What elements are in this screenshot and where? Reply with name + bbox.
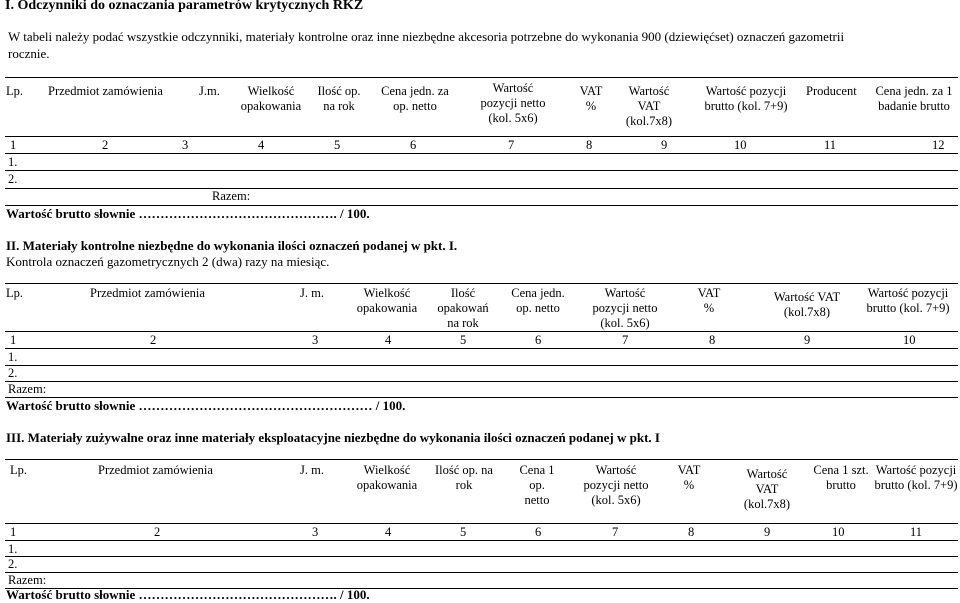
s1-col-number: 4	[258, 138, 265, 152]
s3-header-wartosc-vat: Wartość VAT (kol.7x8)	[743, 467, 791, 511]
s3-header-przedmiot: Przedmiot zamówienia	[98, 463, 213, 477]
section2-title: II. Materiały kontrolne niezbędne do wykonania ilości oznaczeń podanej w pkt. I.	[6, 238, 458, 253]
s1-header-ilosc: Ilość op. na rok	[317, 84, 361, 113]
s2-razem: Razem:	[8, 382, 47, 396]
s3-header-ilosc: Ilość op. na rok	[435, 463, 493, 492]
s3-col-number: 6	[535, 525, 542, 539]
s2-header-vat: VAT %	[697, 286, 721, 315]
s3-header-jm: J. m.	[300, 463, 324, 477]
s1-header-vat: VAT %	[579, 84, 603, 113]
section3-title: III. Materiały zużywalne oraz inne materiały eksploatacyjne niezbędne do wykonania ilości oznaczeń podanej w pkt. I	[6, 430, 660, 445]
s1-header-jm: J.m.	[199, 84, 220, 98]
s2-col-number: 4	[385, 333, 392, 347]
s2-row-2: 2.	[8, 366, 18, 380]
s3-col-number: 10	[832, 525, 845, 539]
s1-header-przedmiot: Przedmiot zamówienia	[48, 84, 163, 98]
s2-header-jm: J. m.	[300, 286, 324, 300]
s1-col-number: 8	[586, 138, 593, 152]
s2-header-wartosc-netto: Wartość pozycji netto (kol. 5x6)	[592, 286, 658, 330]
s3-header-wartosc-netto: Wartość pozycji netto (kol. 5x6)	[583, 463, 649, 507]
s1-header-wartosc-netto: Wartość pozycji netto (kol. 5x6)	[480, 81, 546, 125]
s1-col-number: 7	[508, 138, 515, 152]
s1-row-1: 1.	[8, 155, 18, 169]
s3-col-number: 2	[154, 525, 161, 539]
section1-intro-line1: W tabeli należy podać wszystkie odczynniki, materiały kontrolne oraz inne niezbędne akcesoria potrzebne do wykonania 900 (dziewięćset) oznaczeń gazometrii	[8, 29, 845, 44]
s2-col-number: 8	[709, 333, 716, 347]
s2-row-1: 1.	[8, 350, 18, 364]
s1-header-producent: Producent	[806, 84, 857, 98]
s2-header-cena: Cena jedn. op. netto	[511, 286, 565, 315]
s1-col-number: 11	[824, 138, 837, 152]
s2-header-wielkosc: Wielkość opakowania	[356, 286, 418, 315]
s2-header-lp: Lp.	[6, 286, 24, 300]
s1-col-number: 12	[932, 138, 945, 152]
s2-col-number: 9	[804, 333, 811, 347]
section1-intro-line2: rocznie.	[8, 46, 50, 61]
s1-header-wielkosc: Wielkość opakowania	[240, 84, 302, 113]
s3-header-cena: Cena 1 op. netto	[519, 463, 555, 507]
s2-header-wartosc-vat: Wartość VAT (kol.7x8)	[773, 290, 841, 319]
s2-col-number: 3	[312, 333, 319, 347]
s2-col-number: 10	[903, 333, 916, 347]
s1-col-number: 5	[334, 138, 341, 152]
s3-col-number: 11	[910, 525, 923, 539]
s2-header-przedmiot: Przedmiot zamówienia	[90, 286, 205, 300]
s3-col-number: 7	[612, 525, 619, 539]
s1-header-wartosc-brutto: Wartość pozycji brutto (kol. 7+9)	[704, 84, 788, 113]
s1-header-cena: Cena jedn. za op. netto	[381, 84, 449, 113]
s2-col-number: 1	[10, 333, 17, 347]
s1-col-number: 6	[410, 138, 417, 152]
s3-row-1: 1.	[8, 542, 18, 556]
s1-col-number: 9	[661, 138, 668, 152]
s2-header-ilosc: Ilość opakowań na rok	[437, 286, 489, 330]
s3-col-number: 4	[385, 525, 392, 539]
s1-header-wartosc-vat: Wartość VAT (kol.7x8)	[625, 84, 673, 128]
section2-subtitle: Kontrola oznaczeń gazometrycznych 2 (dwa) razy na miesiąc.	[6, 254, 330, 269]
s3-header-wartosc-brutto: Wartość pozycji brutto (kol. 7+9)	[874, 463, 958, 492]
s3-header-cena-szt: Cena 1 szt. brutto	[813, 463, 869, 492]
s1-header-lp: Lp.	[6, 84, 24, 98]
s3-header-lp: Lp.	[10, 463, 28, 477]
s3-wartosc-slownie: Wartość brutto słownie ………………………………………. / 100.	[6, 587, 370, 602]
s1-col-number: 3	[182, 138, 189, 152]
s3-col-number: 9	[764, 525, 771, 539]
s1-col-number: 2	[102, 138, 109, 152]
section1-title: I. Odczynniki do oznaczania parametrów krytycznych RKZ	[5, 0, 364, 13]
s3-header-wielkosc: Wielkość opakowania	[356, 463, 418, 492]
s3-header-vat: VAT %	[677, 463, 701, 492]
s3-razem: Razem:	[8, 573, 47, 587]
s3-row-2: 2.	[8, 557, 18, 571]
s1-razem: Razem:	[212, 189, 251, 203]
s1-header-cena-badanie: Cena jedn. za 1 badanie brutto	[875, 84, 953, 113]
s2-wartosc-slownie: Wartość brutto słownie ……………………………………………… / 100.	[6, 398, 406, 413]
s1-col-number: 10	[734, 138, 747, 152]
s1-row-2: 2.	[8, 172, 18, 186]
s3-col-number: 3	[312, 525, 319, 539]
s2-col-number: 5	[460, 333, 467, 347]
s1-wartosc-slownie: Wartość brutto słownie ………………………………………. / 100.	[6, 206, 370, 221]
s2-col-number: 6	[535, 333, 542, 347]
s2-header-wartosc-brutto: Wartość pozycji brutto (kol. 7+9)	[866, 286, 950, 315]
s3-col-number: 5	[460, 525, 467, 539]
s2-col-number: 2	[150, 333, 157, 347]
s1-col-number: 1	[10, 138, 17, 152]
s3-col-number: 8	[688, 525, 695, 539]
s2-col-number: 7	[622, 333, 629, 347]
s3-col-number: 1	[10, 525, 17, 539]
